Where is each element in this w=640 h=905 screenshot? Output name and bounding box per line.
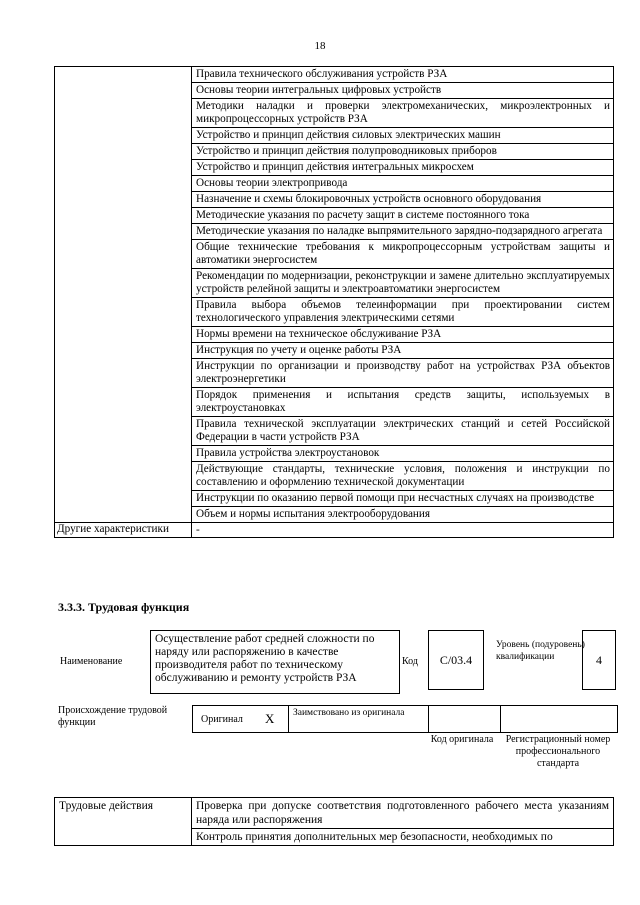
knowledge-item: Объем и нормы испытания электрооборудования — [192, 507, 614, 523]
knowledge-table-body — [55, 67, 614, 538]
knowledge-item: Инструкция по учету и оценке работы РЗА — [192, 343, 614, 359]
function-header — [56, 626, 616, 698]
knowledge-item: Основы теории интегральных цифровых устройств — [192, 83, 614, 99]
knowledge-item: Устройство и принцип действия полупроводниковых приборов — [192, 144, 614, 160]
origin-table — [192, 705, 618, 733]
origin-reg-caption: Регистрационный номер профессионального стандарта — [505, 734, 611, 769]
knowledge-item: Правила технического обслуживания устройств РЗА — [192, 67, 614, 83]
other-characteristics-value: - — [192, 523, 614, 538]
knowledge-item: Методики наладки и проверки электромеханических, микроэлектронных и микропроцессорных устройств РЗА — [192, 99, 614, 128]
knowledge-item: Методические указания по наладке выпрямительного зарядно-подзарядного агрегата — [192, 224, 614, 240]
knowledge-item: Инструкции по оказанию первой помощи при несчастных случаях на производстве — [192, 491, 614, 507]
labor-actions-body — [55, 798, 614, 846]
knowledge-item: Устройство и принцип действия интегральных микросхем — [192, 160, 614, 176]
origin-borrowed-label: Заимствовано из оригинала — [289, 706, 429, 732]
labor-action-item: Контроль принятия дополнительных мер безопасности, необходимых по — [192, 829, 614, 846]
knowledge-item: Правила выбора объемов телеинформации при проектировании систем технологического управления электрическими сетями — [192, 298, 614, 327]
knowledge-item: Правила технической эксплуатации электрических станций и сетей Российской Федерации в части устройств РЗА — [192, 417, 614, 446]
knowledge-item: Назначение и схемы блокировочных устройств основного оборудования — [192, 192, 614, 208]
qualification-level-value: 4 — [582, 630, 616, 690]
labor-actions-label: Трудовые действия — [55, 798, 192, 846]
other-characteristics-row — [55, 523, 614, 538]
function-name-value: Осуществление работ средней сложности по наряду или распоряжению в качестве производителя работ по техническому обслуживанию и ремонту устройств РЗА — [150, 630, 400, 694]
labor-action-row — [55, 798, 614, 829]
knowledge-item: Основы теории электропривода — [192, 176, 614, 192]
other-characteristics-label: Другие характеристики — [55, 523, 192, 538]
knowledge-item: Общие технические требования к микропроцессорным устройствам защиты и автоматики энергосистем — [192, 240, 614, 269]
knowledge-label-cell — [55, 67, 192, 523]
knowledge-item: Нормы времени на техническое обслуживание РЗА — [192, 327, 614, 343]
origin-reg-number-cell — [501, 706, 617, 732]
labor-action-item: Проверка при допуске соответствия подготовленного рабочего места указаниям наряда или распоряжения — [192, 798, 614, 829]
knowledge-row — [55, 67, 614, 83]
knowledge-item: Устройство и принцип действия силовых электрических машин — [192, 128, 614, 144]
page-number: 18 — [314, 40, 326, 52]
knowledge-item: Рекомендации по модернизации, реконструкции и замене длительно эксплуатируемых устройств релейной защиты и электроавтоматики энергосистем — [192, 269, 614, 298]
function-name-label: Наименование — [60, 656, 123, 667]
knowledge-item: Действующие стандарты, технические условия, положения и инструкции по составлению и оформлению технической документации — [192, 462, 614, 491]
origin-original-mark: X — [265, 711, 275, 726]
origin-code-caption: Код оригинала — [430, 734, 494, 745]
qualification-level-label: Уровень (подуровень) квалификации — [496, 640, 585, 662]
knowledge-table — [54, 66, 614, 538]
origin-code-cell — [429, 706, 501, 732]
labor-actions-table — [54, 797, 614, 846]
origin-original-label: Оригинал — [201, 714, 243, 725]
knowledge-item: Методические указания по расчету защит в системе постоянного тока — [192, 208, 614, 224]
origin-original-cell — [193, 706, 289, 732]
knowledge-item: Порядок применения и испытания средств защиты, используемых в электроустановках — [192, 388, 614, 417]
section-title: 3.3.3. Трудовая функция — [58, 600, 190, 614]
knowledge-item: Правила устройства электроустановок — [192, 446, 614, 462]
origin-label: Происхождение трудовой функции — [58, 705, 168, 728]
knowledge-item: Инструкции по организации и производству работ на устройствах РЗА объектов электроэнергетики — [192, 359, 614, 388]
function-code-label: Код — [402, 656, 418, 667]
function-code-value: C/03.4 — [428, 630, 484, 690]
